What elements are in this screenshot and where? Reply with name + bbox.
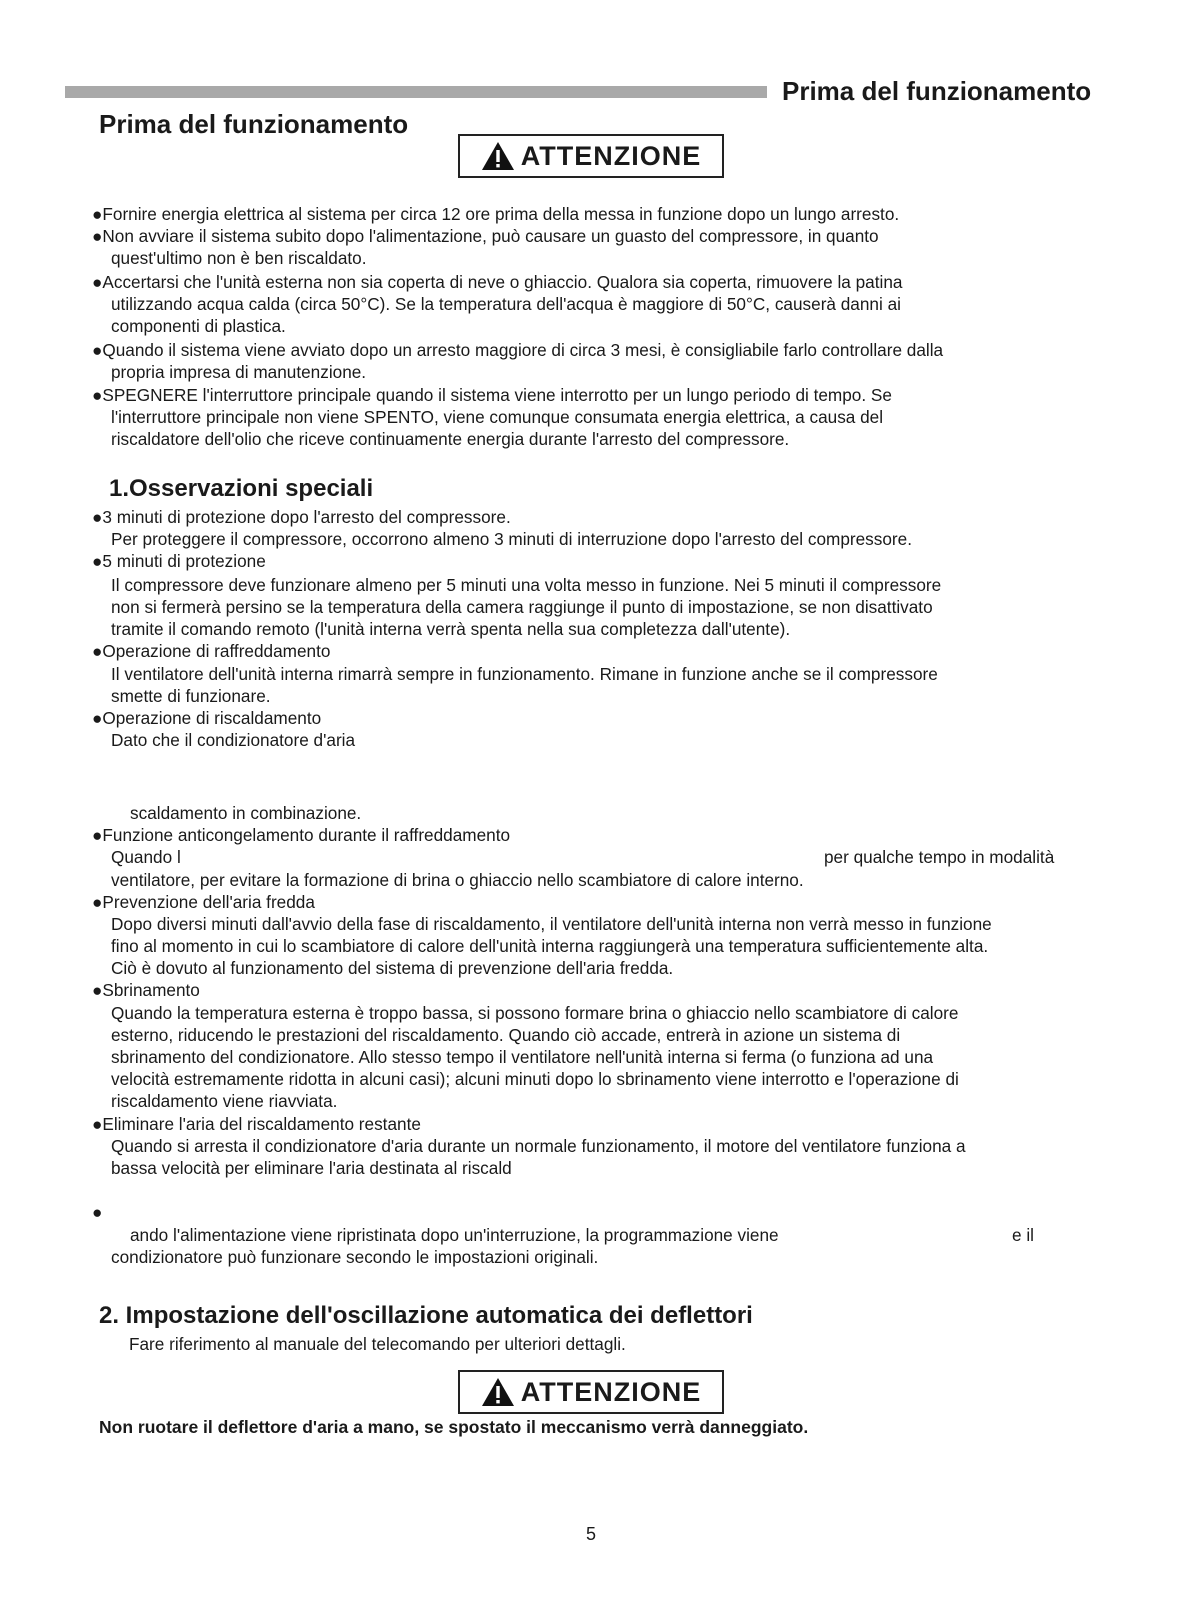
section1-line: Quando la temperatura esterna è troppo bassa, si possono formare brina o ghiaccio nello scambiatore di calore [111, 1003, 959, 1023]
section1-line: ●3 minuti di protezione dopo l'arresto del compressore. [92, 507, 511, 527]
section1-line: ●Eliminare l'aria del riscaldamento restante [92, 1114, 421, 1134]
intro-line: ●Quando il sistema viene avviato dopo un arresto maggiore di circa 3 mesi, è consigliabile farlo controllare dalla [92, 340, 944, 360]
intro-line: propria impresa di manutenzione. [111, 362, 367, 382]
warning-label: ATTENZIONE [520, 1376, 702, 1407]
intro-line: riscaldatore dell'olio che riceve continuamente energia durante l'arresto del compressore. [111, 429, 790, 449]
intro-line: l'interruttore principale non viene SPENTO, viene comunque consumata energia elettrica, a causa del [111, 407, 884, 427]
section1-line: ●Operazione di riscaldamento [92, 708, 322, 728]
section1-line: fino al momento in cui lo scambiatore di calore dell'unità interna raggiungerà una temperatura sufficientemente alta. [111, 936, 989, 956]
header-bar [65, 86, 767, 98]
section1-line: smette di funzionare. [111, 686, 271, 706]
section1-line: ●5 minuti di protezione [92, 551, 266, 571]
section1-line: ● [92, 1202, 103, 1222]
section1-line: Quando si arresta il condizionatore d'aria durante un normale funzionamento, il motore del ventilatore funziona a [111, 1136, 966, 1156]
intro-line: ●Non avviare il sistema subito dopo l'alimentazione, può causare un guasto del compressore, in quanto [92, 226, 879, 246]
header-section-title: Prima del funzionamento [782, 76, 1092, 106]
section1-line: non si fermerà persino se la temperatura della camera raggiunge il punto di impostazione, se non disattivato [111, 597, 933, 617]
page-title: Prima del funzionamento [99, 109, 409, 139]
intro-line: utilizzando acqua calda (circa 50°C). Se la temperatura dell'acqua è maggiore di 50°C, causerà danni ai [111, 294, 901, 314]
final-warning-text: Non ruotare il deflettore d'aria a mano, se spostato il meccanismo verrà danneggiato. [99, 1417, 809, 1437]
section1-line: Dato che il condizionatore d'aria [111, 730, 356, 750]
section1-line: Per proteggere il compressore, occorrono almeno 3 minuti di interruzione dopo l'arresto del compressore. [111, 529, 912, 549]
warning-triangle-icon [481, 141, 515, 171]
section1-line: velocità estremamente ridotta in alcuni casi); alcuni minuti dopo lo sbrinamento viene interrotto e l'operazione di [111, 1069, 959, 1089]
section1-line: e il [1012, 1225, 1034, 1245]
section1-line: bassa velocità per eliminare l'aria destinata al riscald [111, 1158, 512, 1178]
intro-line: ●Fornire energia elettrica al sistema per circa 12 ore prima della messa in funzione dopo un lungo arresto. [92, 204, 900, 224]
section1-line: Ciò è dovuto al funzionamento del sistema di prevenzione dell'aria fredda. [111, 958, 674, 978]
section1-line: ando l'alimentazione viene ripristinata dopo un'interruzione, la programmazione viene [130, 1225, 779, 1245]
intro-line: componenti di plastica. [111, 316, 286, 336]
section1-line: ●Operazione di raffreddamento [92, 641, 331, 661]
intro-line: ●SPEGNERE l'interruttore principale quando il sistema viene interrotto per un lungo periodo di tempo. Se [92, 385, 892, 405]
section2-title: 2. Impostazione dell'oscillazione automatica dei deflettori [99, 1302, 753, 1329]
section2-text: Fare riferimento al manuale del telecomando per ulteriori dettagli. [129, 1334, 626, 1354]
section1-line: Dopo diversi minuti dall'avvio della fase di riscaldamento, il ventilatore dell'unità interna non verrà messo in funzione [111, 914, 992, 934]
section1-line: ●Funzione anticongelamento durante il raffreddamento [92, 825, 511, 845]
intro-line: ●Accertarsi che l'unità esterna non sia coperta di neve o ghiaccio. Qualora sia coperta, rimuovere la patina [92, 272, 903, 292]
section1-line: per qualche tempo in modalità [824, 847, 1055, 867]
section1-line: Il compressore deve funzionare almeno per 5 minuti una volta messo in funzione. Nei 5 minuti il compressore [111, 575, 942, 595]
section1-line: Quando l [111, 847, 181, 867]
intro-line: quest'ultimo non è ben riscaldato. [111, 248, 367, 268]
section1-line: scaldamento in combinazione. [130, 803, 362, 823]
warning-label: ATTENZIONE [520, 140, 702, 171]
section1-line: Il ventilatore dell'unità interna rimarrà sempre in funzionamento. Rimane in funzione anche se il compressore [111, 664, 938, 684]
section1-line: condizionatore può funzionare secondo le impostazioni originali. [111, 1247, 599, 1267]
warning-box-bottom [458, 1370, 724, 1414]
section1-title: 1.Osservazioni speciali [109, 475, 374, 502]
section1-line: tramite il comando remoto (l'unità interna verrà spenta nella sua completezza dall'utente). [111, 619, 791, 639]
section1-line: ventilatore, per evitare la formazione di brina o ghiaccio nello scambiatore di calore interno. [111, 870, 804, 890]
section1-line: esterno, riducendo le prestazioni del riscaldamento. Quando ciò accade, entrerà in azione un sistema di [111, 1025, 901, 1045]
section1-line: riscaldamento viene riavviata. [111, 1091, 338, 1111]
warning-box-top [458, 134, 724, 178]
warning-triangle-icon [481, 1377, 515, 1407]
section1-line: ●Prevenzione dell'aria fredda [92, 892, 315, 912]
section1-line: sbrinamento del condizionatore. Allo stesso tempo il ventilatore nell'unità interna si ferma (o funziona ad una [111, 1047, 934, 1067]
section1-line: ●Sbrinamento [92, 980, 200, 1000]
page-number: 5 [586, 1524, 597, 1544]
